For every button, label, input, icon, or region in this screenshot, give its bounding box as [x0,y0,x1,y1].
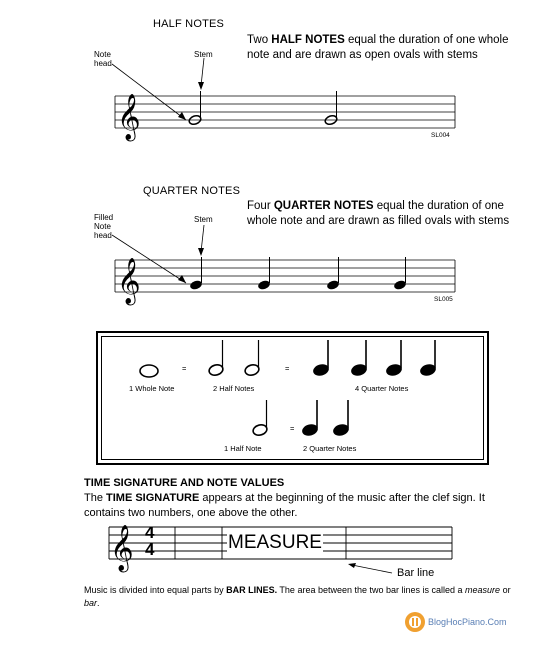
bar-lines-paragraph [84,584,524,610]
footer-mid: The area between the two bar lines is called a [277,585,466,595]
footer-or: or [500,585,511,595]
footer-end: . [97,598,100,608]
quarter-notes-title: QUARTER NOTES [143,185,241,197]
quarter-figure-code: SL005 [434,296,453,303]
quarter-notes-2-label: 2 Quarter Notes [303,444,357,453]
note-head-label-line2: head [94,59,112,68]
half-figure-code: SL004 [431,132,450,139]
equals-sign-1: = [182,364,187,373]
footer-em-measure: measure [465,585,501,595]
quarter-desc-pre: Four [247,200,274,212]
stem-label-quarter: Stem [194,215,213,224]
half-notes-label: 2 Half Notes [213,384,255,393]
filled-label-line2: Note [94,222,111,231]
half-desc-pre: Two [247,34,272,46]
filled-label-line1: Filled [94,213,114,222]
whole-note-label: 1 Whole Note [129,384,175,393]
half-desc-bold: HALF NOTES [271,34,345,46]
footer-em-bar: bar [84,598,98,608]
half-notes-title: HALF NOTES [153,18,225,30]
equals-sign-2: = [285,364,290,373]
treble-clef-icon: 𝄞 [110,525,134,571]
quarter-desc-post: equal the duration of one whole note and are drawn as filled ovals with stems [247,200,510,227]
treble-clef-icon: 𝄞 [117,258,141,304]
watermark-text: BlogHocPiano.Com [428,617,507,627]
half-desc-post: equal the duration of one whole note and are drawn as open ovals with stems [247,34,509,61]
treble-clef-icon: 𝄞 [117,94,141,140]
time-signature-heading: TIME SIGNATURE AND NOTE VALUES [84,477,285,489]
half-note-label: 1 Half Note [224,444,262,453]
measure-label: MEASURE [228,532,322,553]
ts-para-pre: The [84,492,107,504]
quarter-notes-4-label: 4 Quarter Notes [355,384,409,393]
equals-sign-3: = [290,424,295,433]
ts-para-post: appears at the beginning of the music after the clef sign. It contains two numbers, one above the other. [84,492,485,519]
stem-label-half: Stem [194,50,213,59]
footer-pre: Music is divided into equal parts by [84,585,227,595]
note-head-label-line1: Note [94,50,111,59]
time-sig-numerator: 4 [145,523,155,542]
piano-logo-icon [404,611,426,633]
footer-bold: BAR LINES. [226,585,278,595]
filled-label-line3: head [94,231,112,240]
ts-para-bold: TIME SIGNATURE [106,492,200,504]
bar-line-label: Bar line [397,567,435,579]
quarter-desc-bold: QUARTER NOTES [273,200,374,212]
time-sig-denominator: 4 [145,540,155,559]
